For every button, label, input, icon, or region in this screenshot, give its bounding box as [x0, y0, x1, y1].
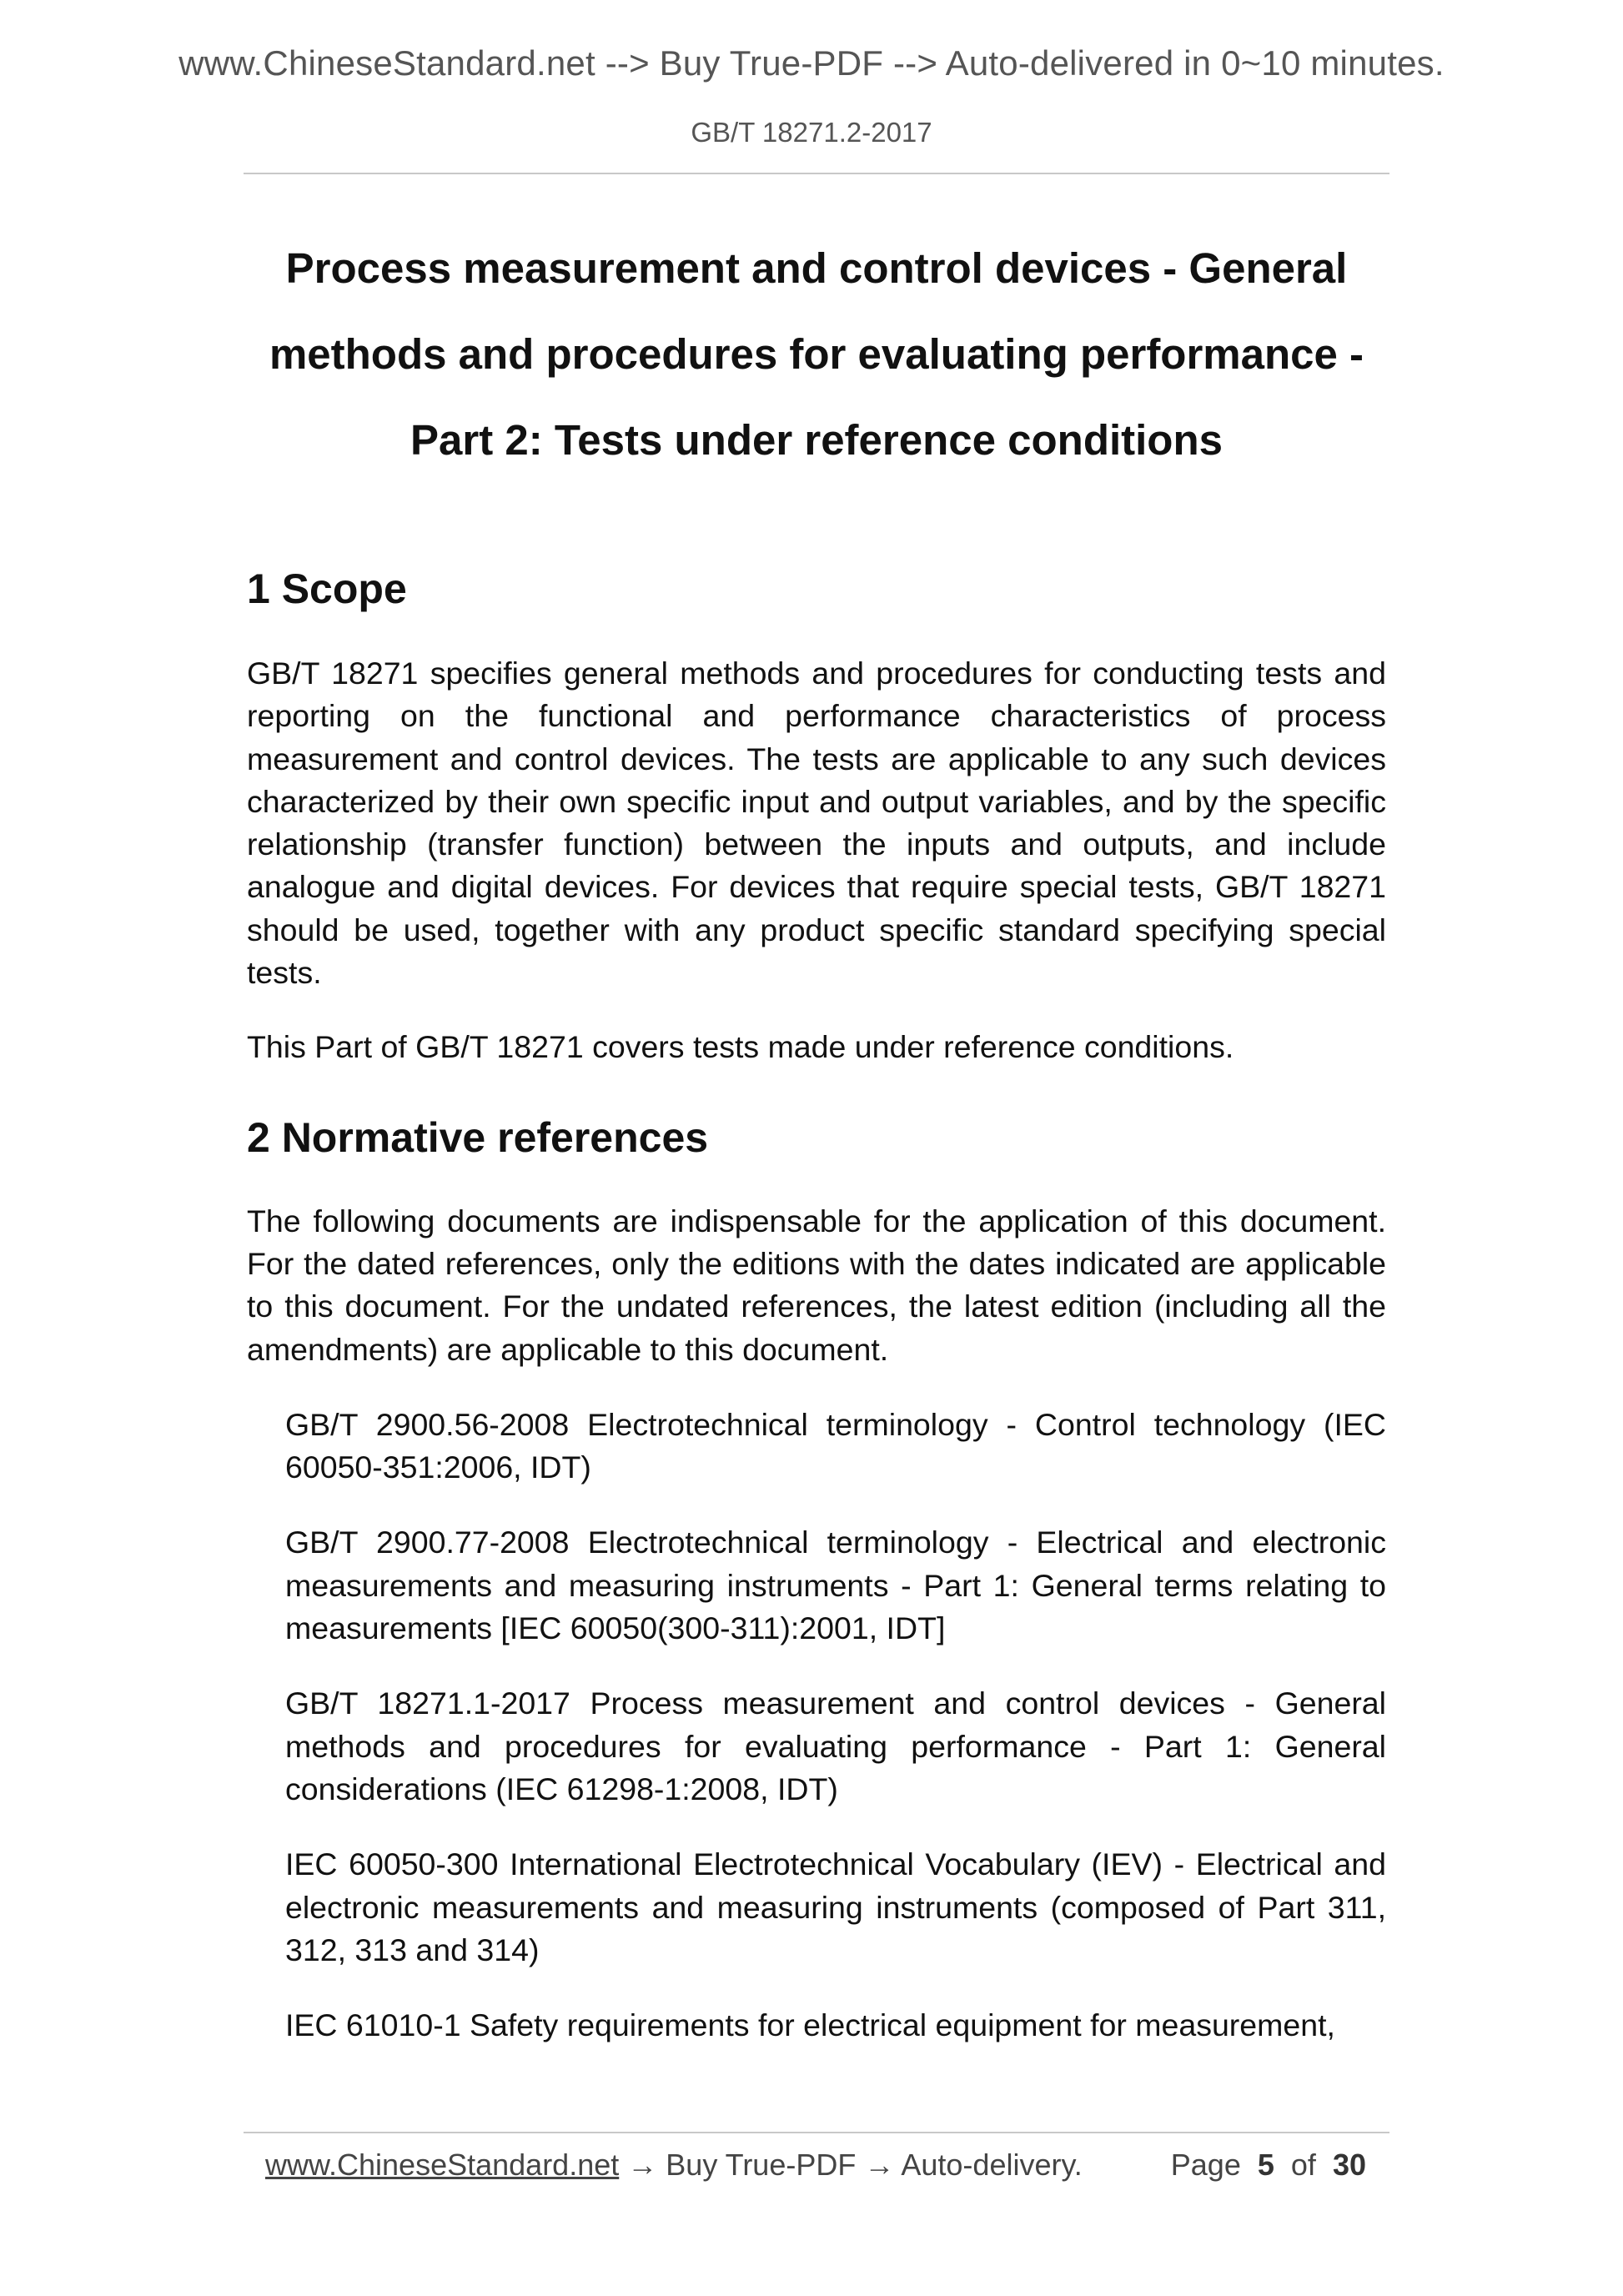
arrow-right-icon: →	[627, 2148, 658, 2182]
footer-buy-text: Buy True-PDF	[666, 2148, 857, 2182]
document-body	[247, 557, 1386, 2047]
scope-paragraph-2: This Part of GB/T 18271 covers tests made under reference conditions.	[247, 1029, 1234, 1065]
page-footer	[265, 2140, 1366, 2190]
reference-item: IEC 61010-1 Safety requirements for electrical equipment for measurement,	[285, 2007, 1335, 2043]
standard-code: GB/T 18271.2-2017	[691, 117, 932, 148]
document-title	[244, 225, 1389, 483]
references-intro-paragraph: The following documents are indispensable for the application of this document. For the dated references, only the editions with the dates indicated are applicable to this document. For the undated references, the latest edition (including all the amendments) are applicable to this document.	[247, 1203, 1386, 1367]
title-line-3: Part 2: Tests under reference conditions	[410, 416, 1223, 464]
title-line-2: methods and procedures for evaluating performance -	[269, 330, 1364, 378]
reference-item: GB/T 18271.1-2017 Process measurement and control devices - General methods and procedures for evaluating performance - Part 1: General considerations (IEC 61298-1:2008, IDT)	[285, 1686, 1386, 1806]
total-pages: 30	[1332, 2148, 1366, 2182]
footer-promo	[265, 2140, 1083, 2190]
site-banner: www.ChineseStandard.net --> Buy True-PDF --> Auto-delivered in 0~10 minutes.	[178, 43, 1445, 83]
page-number	[1171, 2140, 1366, 2190]
reference-item: IEC 60050-300 International Electrotechnical Vocabulary (IEV) - Electrical and electronic measurements and measuring instruments (composed of Part 311, 312, 313 and 314)	[285, 1846, 1386, 1967]
footer-divider	[244, 2132, 1389, 2133]
header-divider	[244, 173, 1389, 174]
footer-auto-text: Auto-delivery.	[901, 2148, 1083, 2182]
title-line-1: Process measurement and control devices - General	[285, 244, 1348, 292]
footer-site-link[interactable]: www.ChineseStandard.net	[265, 2148, 620, 2182]
reference-item: GB/T 2900.77-2008 Electrotechnical terminology - Electrical and electronic measurements and measuring instruments - Part 1: General terms relating to measurements [IEC 60050(300-311):2001, IDT]	[285, 1525, 1386, 1646]
of-label: of	[1290, 2148, 1316, 2182]
scope-paragraph-1: GB/T 18271 specifies general methods and procedures for conducting tests and reporting on the functional and performance characteristics of process measurement and control devices. The tests are applicable to any such devices characterized by their own specific input and output variables, and by the specific relationship (transfer function) between the inputs and outputs, and include analogue and digital devices. For devices that require special tests, GB/T 18271 should be used, together with any product specific standard specifying special tests.	[247, 656, 1386, 991]
section-heading-scope: 1 Scope	[247, 565, 407, 612]
current-page: 5	[1257, 2148, 1274, 2182]
page-label: Page	[1170, 2148, 1241, 2182]
arrow-right-icon: →	[864, 2148, 895, 2182]
section-heading-normative-references: 2 Normative references	[247, 1113, 709, 1161]
reference-item: GB/T 2900.56-2008 Electrotechnical terminology - Control technology (IEC 60050-351:2006, IDT)	[285, 1406, 1386, 1485]
